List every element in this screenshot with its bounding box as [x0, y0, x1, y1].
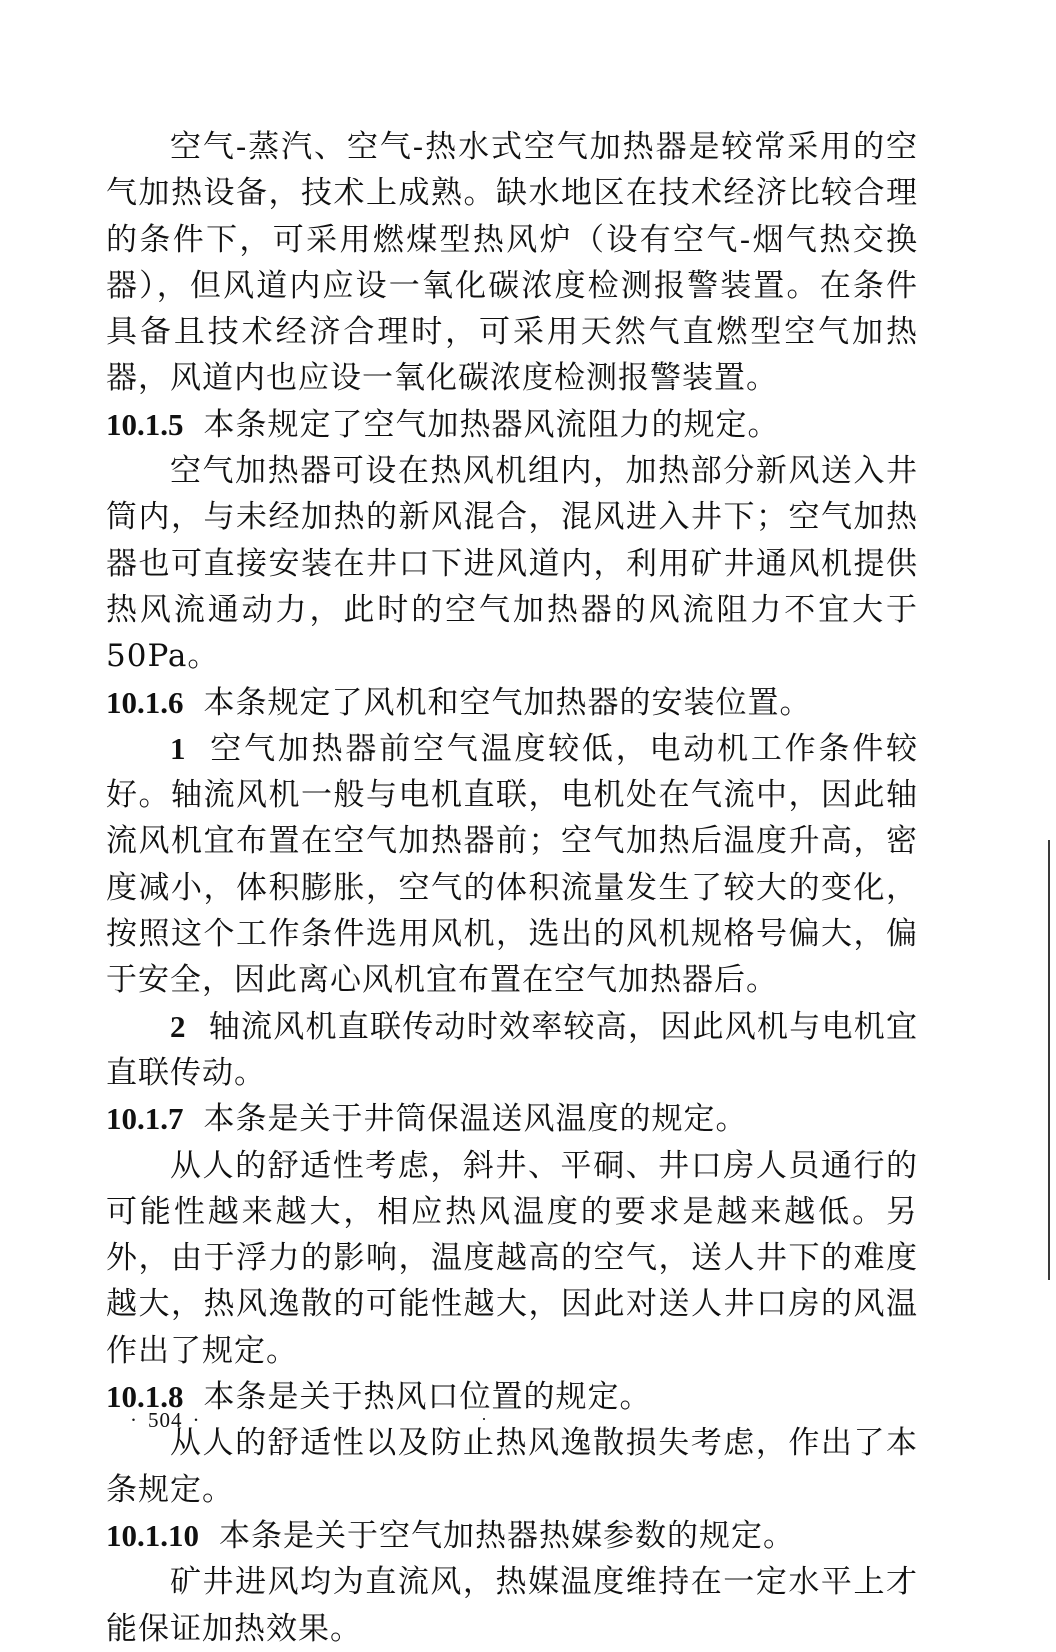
item-number: 2 [170, 1008, 187, 1044]
footer-dot-left: · [130, 1408, 138, 1432]
item-number: 1 [170, 730, 187, 766]
paragraph-heat-medium: 矿井进风均为直流风，热媒温度维持在一定水平上才能保证加热效果。 [106, 1564, 918, 1647]
paragraph-air-heater-resistance: 空气加热器可设在热风机组内，加热部分新风送入井筒内，与未经加热的新风混合，混风进入井下；空气加热器也可直接安装在井口下进风道内，利用矿井通风机提供热风流通动力，此时的空气加热器的风流阻力不宜大于 50Pa。 [106, 453, 918, 675]
page-number: 504 [148, 1408, 183, 1432]
clause-title: 本条规定了空气加热器风流阻力的规定。 [203, 406, 780, 443]
paragraph-hot-air-outlet: 从人的舒适性以及防止热风逸散损失考虑，作出了本条规定。 [106, 1425, 918, 1508]
clause-number: 10.1.10 [106, 1517, 199, 1553]
clause-number: 10.1.7 [106, 1101, 184, 1137]
paragraph-air-heater-types: 空气-蒸汽、空气-热水式空气加热器是较常采用的空气加热设备，技术上成熟。缺水地区在技术经济比较合理的条件下，可采用燃煤型热风炉（设有空气-烟气热交换器），但风道内应设一氧化碳浓度检测报警装置。在条件具备且技术经济合理时，可采用天然气直燃型空气加热器，风道内也应设一氧化碳浓度检测报警装置。 [106, 129, 918, 397]
clause-10-1-7 [106, 1096, 918, 1142]
clause-10-1-5 [106, 402, 918, 448]
clause-10-1-8 [106, 1374, 918, 1420]
list-item-1 [106, 726, 918, 1004]
clause-10-1-6 [106, 680, 918, 726]
clause-10-1-10 [106, 1513, 918, 1559]
clause-title: 本条是关于井筒保温送风温度的规定。 [203, 1101, 748, 1138]
scan-speck [483, 1418, 485, 1420]
clause-title: 本条规定了风机和空气加热器的安装位置。 [203, 684, 812, 721]
item-text: 空气加热器前空气温度较低，电动机工作条件较好。轴流风机一般与电机直联，电机处在气流中，因此轴流风机宜布置在空气加热器前；空气加热后温度升高，密度减小，体积膨胀，空气的体积流量发生了较大的变化，按照这个工作条件选用风机，选出的风机规格号偏大，偏于安全，因此离心风机宜布置在空气加热器后。 [106, 730, 918, 999]
clause-number: 10.1.6 [106, 684, 184, 720]
clause-title: 本条是关于热风口位置的规定。 [203, 1379, 652, 1416]
scan-edge-line [1048, 840, 1050, 1280]
list-item-2 [106, 1004, 918, 1097]
clause-number: 10.1.5 [106, 406, 184, 442]
paragraph-comfort-temperature: 从人的舒适性考虑，斜井、平硐、井口房人员通行的可能性越来越大，相应热风温度的要求是越来越低。另外，由于浮力的影响，温度越高的空气，送人井下的难度越大，热风逸散的可能性越大，因此对送人井口房的风温作出了规定。 [106, 1147, 918, 1369]
footer-dot-right: · [192, 1408, 201, 1432]
page-footer [120, 1408, 211, 1433]
item-text: 轴流风机直联传动时效率较高，因此风机与电机宜直联传动。 [106, 1008, 918, 1091]
page-content [106, 124, 918, 1652]
clause-number: 10.1.8 [106, 1379, 184, 1415]
clause-title: 本条是关于空气加热器热媒参数的规定。 [219, 1517, 795, 1554]
